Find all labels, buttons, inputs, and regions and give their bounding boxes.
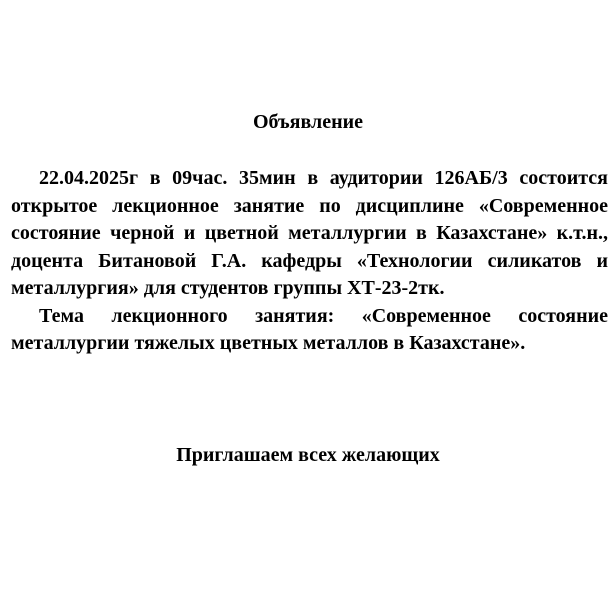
announcement-paragraph-topic: Тема лекционного занятия: «Современное состояние металлургии тяжелых цветных металлов в Казахстане».	[11, 304, 608, 354]
announcement-body	[11, 165, 608, 358]
announcement-paragraph-event: 22.04.2025г в 09час. 35мин в аудитории 126АБ/3 состоится открытое лекционное занятие по дисциплине «Современное состояние черной и цветной металлургии в Казахстане» к.т.н., доцента Битановой Г.А. кафедры «Технологии силикатов и металлургия» для студентов группы ХТ-23-2тк.	[11, 167, 608, 299]
announcement-title: Объявление	[252, 111, 364, 133]
announcement-invitation: Приглашаем всех желающих	[176, 444, 440, 466]
